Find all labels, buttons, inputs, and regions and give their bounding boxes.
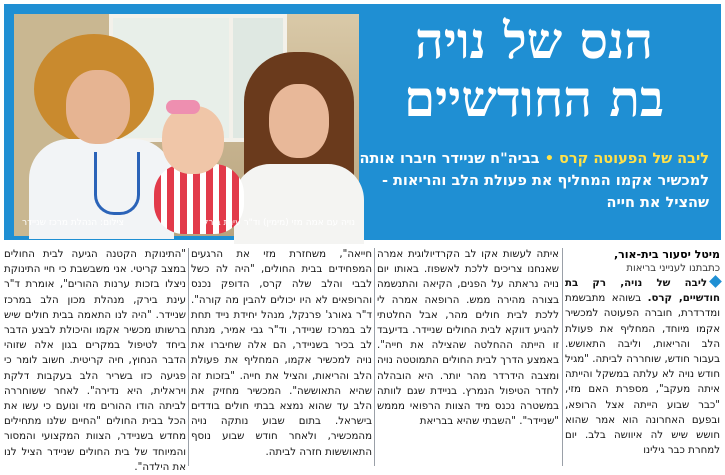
doctor-face bbox=[66, 70, 130, 144]
subhead-bullet: • bbox=[544, 151, 554, 167]
baby-bow bbox=[166, 100, 200, 114]
subheadline bbox=[354, 148, 709, 214]
headline-line-2: בת החודשיים bbox=[403, 69, 664, 128]
column-4-text: "התינוקת הקטנה הגיעה לבית החולים במצב קריטי. אני משבשבת כי חיי התינוקת ניצלו בזכות ערנות ההורים", אומרת ד"ר עינת בירק, מנהלת מכון הלב במרכז שניידר. "היה לנו התאמה בבית חולים שיש ברשותו מכשיר אקמו והיכולת לבצע הדבר ביחד לטיפול במקרים בגון אלה שזוהי הדבר הנחוץ, חיה קריטית. חשוב לומר כי פגיעה כזו בשריר הלב בעקבות דלקת ויראלית, היא נדירה". לאחר ששוחררה לביתה הודו ההורים מזי ונועם כי עשו את הכל בבית החולים "החיים שלנו מתחילים מחדש בשניידר, הצוות המקצועי והמסור והמיוחד של בית החולים שניידר הציל לנו את הילדה". bbox=[4, 249, 186, 473]
lead-paragraph bbox=[565, 276, 720, 458]
column-1-text: בשוהא מתבשמת ומדרדרת, חוברה הפעוטה למכשיר אקמו מיוחד, המחליף את פעולת הלב והריאות, וליבה התאושש. בעבור חודש, שוחררה לביתה. "מגיל חודש נויה לא עלתה במשקל והייתה איתה מעקב", מספרת האם מזי, "כבר שבוע הייתה אצל הרופא, ובפעם האחרונה הוא אמר שהוא חושש שיש לה איוושה בלב. יום למחרת כבר גילינו bbox=[565, 293, 720, 457]
subhead-highlight: ליבה של הפעוטה קרס bbox=[559, 151, 709, 167]
column-3-text: חייאה", משחזרת מזי את הרגעים המפחידים בבית החולים, "היה לה כשל לבבי והלב שלה קרס, הדופק נכנס והרופאים לא היו יכולים להבין מה קורה". ד"ר גאורג' פרנקל, מנהל יחידת נייד תחת לב במרכז שניידר, וד"ר גבי אמיר, מנתח לב בכיר בשניידר, הם אלה שחיברו את נויה למכשיר אקמו, המחליף את פעולת הלב והריאות, והציל את חייה. "בזכות זה שהיא התאוששה". המכשיר מחזיק את הלב עד שהוא נמצא בבתי חולים בודדים בישראל. בתום שבוע נותקה נויה מהמכשיר, ולאחר חודש שבוע נוסף התאוששות חזרה לביתה. bbox=[191, 249, 372, 458]
mother-shirt bbox=[234, 164, 364, 244]
column-2-text: איתה לעשות אקו לב הקרדיולוגית אמרה שאנחנו צריכים ללכת לאשפוז. באותו יום נויה נראתה על הפנים, הקיאה והתנשמה בצורה מהירה ממש. הרופאה אמרה לי ללכת לבית חולים מהר, אבל החלטתי להגיע דווקא לבית החולים שניידר. בדיעבד זו הייתה ההחלטה שהצילה את חייה". באמצע הדרך לבית החולים התמוטטה נויה ומצבה הידרדר מהר יותר. היא הובהלה לחדר הטיפול הנמרץ. בניידת שגם לוותה במשטרה נכנס מיד הצוות הרפואי מממש "שניידר". "השבתי שהיא בבריאת bbox=[377, 249, 559, 428]
stethoscope-icon bbox=[94, 152, 140, 215]
article-column-1 bbox=[565, 247, 720, 467]
lead-text: ליבה של נויה, רק בת חודשיים, קרס. bbox=[565, 278, 720, 305]
byline-role: כתבתנו לענייני בריאות bbox=[626, 263, 720, 274]
article-column-3 bbox=[191, 247, 372, 467]
mother-face bbox=[269, 84, 329, 158]
subhead-rest: בביה"ח שניידר חיברו אותה למכשיר אקמו המחליף את פעולת הלב והריאות - שהציל את חייה bbox=[359, 151, 709, 211]
diamond-marker-icon bbox=[709, 275, 722, 288]
photo-credit: צילום: הנהלת מרכז שניידר bbox=[22, 218, 124, 228]
article-banner bbox=[4, 4, 721, 240]
article-column-2 bbox=[377, 247, 559, 467]
article-column-4 bbox=[4, 247, 186, 473]
byline-name: מיטל יסעור בית-אור, bbox=[613, 248, 720, 261]
headline-line-1: הנס של נויה bbox=[415, 11, 653, 70]
column-divider bbox=[374, 248, 375, 466]
column-divider bbox=[562, 248, 563, 466]
column-divider bbox=[188, 248, 189, 466]
headline bbox=[359, 12, 709, 128]
baby-face bbox=[162, 106, 224, 174]
photo-caption: נויה עם אמה מזי (מימין) וד"ר עינת בירק. bbox=[199, 218, 355, 228]
article-photo bbox=[14, 14, 359, 236]
